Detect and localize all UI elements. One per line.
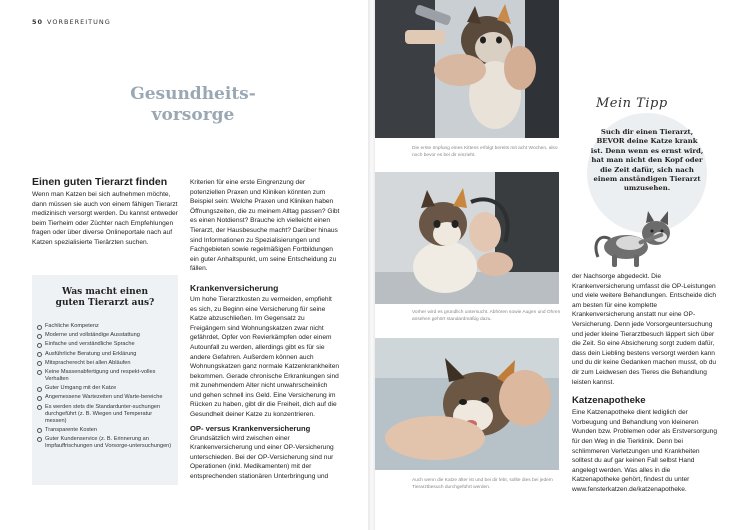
photo-examination-image	[375, 172, 559, 304]
photo-examination	[375, 172, 559, 304]
criteria-text: Kriterien für eine erste Eingrenzung der potenziellen Praxen und Kliniken könnten zum Beispiel sein: Welche Praxen und Kliniken haben Öffnungszeiten, die zu meinem Alltag passen? Gibt es einen Notdienst? Brauche ich vielleicht einen Tierarzt, der Hausbesuche macht? Darüber hinaus sind Informationen zu Spezialisierungen und Fachgebieten sowie regelmäßigen Fortbildungen ein guter Anhaltspunkt, um seine Entscheidung zu fällen.	[190, 179, 340, 273]
chapter-title-line1: Gesundheits-	[130, 84, 256, 104]
caption-examination: Vorher wird es gründlich untersucht. Abhören sowie Augen und Ohren ansehen gehört standardmäßig dazu.	[412, 310, 561, 322]
section-label: VORBEREITUNG	[47, 18, 111, 26]
photo-ear-check-image	[375, 338, 559, 470]
checklist-title-line1: Was macht einen	[62, 287, 148, 297]
photo-vaccination-image	[375, 0, 559, 138]
caption-vaccination: Die erste Impfung eines Kittens erfolgt bereits mit acht Wochen, also noch bevor es bei dir einzieht.	[412, 146, 558, 158]
section-heading-tierarzt: Einen guten Tierarzt finden	[32, 176, 168, 188]
checklist-item: Ausführliche Beratung und Erklärung	[45, 351, 172, 358]
section-text-apotheke: Eine Katzenapotheke dient lediglich der Vorbeugung und Behandlung von kleineren Wunden bzw. Problemen oder als Erstversorgung für den Weg in die Tierklinik. Denn bei schlimmeren Verletzungen und Krankheiten solltest du auf gar keinen Fall selbst Hand angelegt werden. Was alles in die Katzenapotheke gehört, findest du unter www.fensterkatzen.de/katzenapotheke.	[572, 409, 718, 493]
checklist-item: Guter Kundenservice (z. B. Erinnerung an Impfauffrischungen und Vorsorge-untersuchungen)	[45, 435, 172, 449]
column-2	[190, 178, 340, 482]
checklist	[32, 323, 178, 450]
section-heading-versicherung: Krankenversicherung	[190, 282, 279, 293]
checklist-item: Transparente Kosten	[45, 427, 172, 434]
checklist-title	[32, 287, 178, 309]
checklist-item: Moderne und vollständige Ausstattung	[45, 332, 172, 339]
tip-text: Such dir einen Tierarzt, BEVOR deine Katze krank ist. Denn wenn es ernst wird, hat man nicht den Kopf oder die Zeit dafür, sich nach einem anständigen Tierarzt umzusehen.	[590, 128, 704, 193]
checklist-box	[32, 275, 178, 485]
checklist-item: Fachliche Kompetenz	[45, 323, 172, 330]
section-text-tierarzt: Wenn man Katzen bei sich aufnehmen möchte, dann müssen sie auch von einem fähigen Tierarzt medizinisch versorgt werden. Du kannst entweder beim Tierheim oder Züchter nach Empfehlungen fragen oder über diverse Onlineportale nach auf Katzen spezialisierte Tierärzten suchen.	[32, 191, 178, 246]
checklist-item: Guter Umgang mit der Katze	[45, 385, 172, 392]
cat-illustration	[590, 203, 686, 269]
chapter-title	[108, 84, 278, 126]
column-4-text: der Nachsorge abgedeckt. Die Krankenversicherung umfasst die OP-Leistungen und viele weitere Behandlungen. Entscheide dich am besten für eine komplette Krankenversicherung anstatt nur eine OP-Versicherung. Denn jede Vorsorgeuntersuchung und jeder kleine Tierarztbesuch läppert sich über die Zeit. So eine Absicherung sorgt zudem dafür, dass dein Liebling bestens versorgt werden kann und du dir keine Gedanken machen musst, ob du dir zum Leidwesen des Tieres die Behandlung leisten kannst.	[572, 273, 717, 386]
tip-label: Mein Tipp	[596, 96, 668, 111]
subheading-op: OP- versus Krankenversicherung	[190, 423, 311, 433]
column-1	[32, 176, 180, 248]
checklist-item: Einfache und verständliche Sprache	[45, 341, 172, 348]
photo-vaccination	[375, 0, 559, 138]
section-heading-apotheke: Katzenapotheke	[572, 395, 646, 407]
chapter-title-line2: vorsorge	[151, 105, 235, 125]
left-page	[0, 0, 370, 530]
checklist-item: Es werden stets die Standardunter-suchungen durchgeführt (z. B. Wiegen und Temperatur messen)	[45, 404, 172, 425]
cat-illustration-image	[590, 203, 686, 269]
page-number: 50	[32, 18, 44, 26]
checklist-item: Keine Massenabfertigung und respekt-volles Verhalten	[45, 369, 172, 383]
checklist-title-line2: guten Tierarzt aus?	[55, 298, 155, 308]
photo-ear-check	[375, 338, 559, 470]
column-4	[572, 272, 718, 494]
caption-ear-check: Auch wenn die Katze älter ist und bei dir lebt, sollte dies bei jedem Tierarztbesuch durchgeführt werden.	[412, 478, 553, 490]
checklist-item: Mitspracherecht bei allen Abläufen	[45, 360, 172, 367]
subsection-text-op: Grundsätzlich wird zwischen einer Krankenversicherung und einer OP-Versicherung unterschieden. Bei der OP-Versicherung sind nur Operationen (inkl. Medikamenten) mit der entsprechenden stationären Unterbringung und	[190, 434, 334, 481]
checklist-item: Angemessene Wartezeiten und Warte-bereiche	[45, 394, 172, 401]
page-folio	[32, 18, 111, 26]
section-text-versicherung: Um hohe Tierarztkosten zu vermeiden, empfiehlt es sich, zu Beginn eine Versicherung für seine Katze abzuschließen. Im Gegensatz zu Freigängern sind Wohnungskatzen zwar nicht gefährdet, Opfer von Revierkämpfen oder einem Autounfall zu werden, allerdings gibt es für sie andere Gefahren. Außerdem können auch Wohnungskatzen ganz normale Katzenkrankheiten bekommen. Gerade chronische Erkrankungen sind mit zunehmendem Alter nicht unwahrscheinlich und gehen schnell ins Geld. Eine Versicherung im Rücken zu haben, gibt dir die Freiheit, dich auf die Gesundheit deiner Katze zu konzentrieren.	[190, 295, 340, 419]
